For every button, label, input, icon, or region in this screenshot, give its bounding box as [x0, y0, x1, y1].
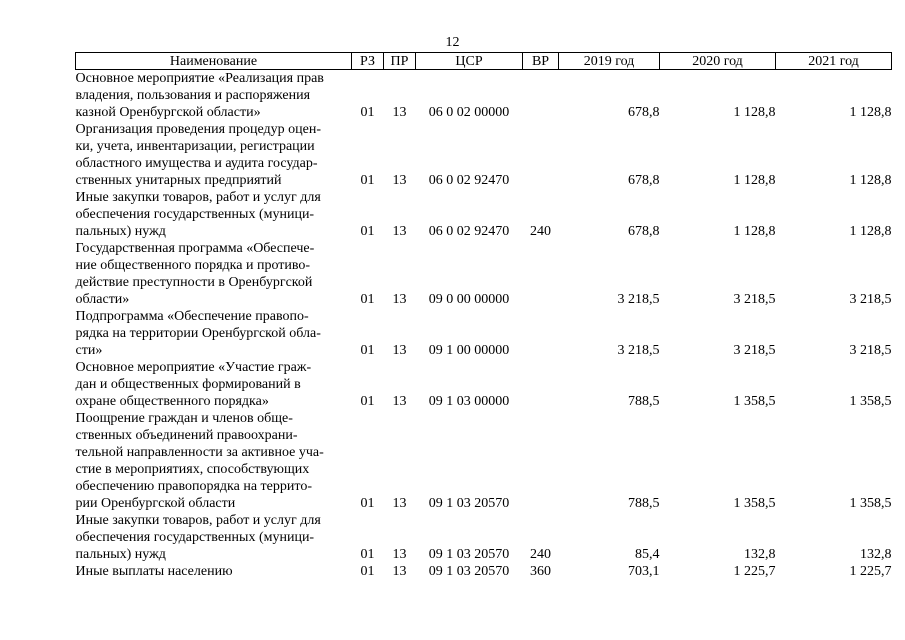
- header-row: [76, 53, 892, 70]
- row-rz: 01: [360, 547, 375, 562]
- header-name: Наименование: [76, 53, 352, 70]
- row-pr: 13: [392, 547, 407, 562]
- row-amount-2020: 3 218,5: [733, 292, 776, 307]
- table-row: [76, 121, 892, 189]
- row-name-line: областного имущества и аудита государ-: [75, 156, 318, 171]
- row-pr: 13: [392, 173, 407, 188]
- row-pr: 13: [392, 343, 407, 358]
- row-name-line: пальных) нужд: [75, 547, 166, 562]
- row-amount-2020: 1 358,5: [733, 394, 776, 409]
- row-name-line: Иные закупки товаров, работ и услуг для: [75, 190, 321, 205]
- row-amount-2019: 85,4: [635, 547, 660, 562]
- row-rz: 01: [360, 105, 375, 120]
- table-row: [76, 70, 892, 122]
- row-amount-2021: 132,8: [860, 547, 892, 562]
- row-name-line: области»: [75, 292, 130, 307]
- row-vr: [523, 359, 559, 410]
- row-name-line: ственных унитарных предприятий: [75, 173, 282, 188]
- row-csr: 09 1 00 00000: [428, 343, 510, 358]
- row-vr: [523, 70, 559, 122]
- table-row: [76, 240, 892, 308]
- row-name-line: Подпрограмма «Обеспечение правопо-: [75, 309, 309, 324]
- row-csr: 09 1 03 20570: [428, 547, 510, 562]
- row-vr: [523, 410, 559, 512]
- row-name-line: Организация проведения процедур оцен-: [75, 122, 322, 137]
- header-csr: ЦСР: [416, 53, 523, 70]
- row-name-line: казной Оренбургской области»: [75, 105, 261, 120]
- row-rz: 01: [360, 394, 375, 409]
- row-name-line: Иные закупки товаров, работ и услуг для: [75, 513, 321, 528]
- row-name: [76, 240, 352, 308]
- row-name-line: Иные выплаты населению: [75, 564, 233, 579]
- row-name-line: дан и общественных формирований в: [75, 377, 301, 392]
- row-amount-2021: 1 358,5: [849, 394, 892, 409]
- row-name-line: ние общественного порядка и противо-: [75, 258, 311, 273]
- row-name-line: охране общественного порядка»: [75, 394, 269, 409]
- row-amount-2021: 1 128,8: [849, 173, 892, 188]
- row-name-line: владения, пользования и распоряжения: [75, 88, 311, 103]
- row-pr: 13: [392, 105, 407, 120]
- table-row: [76, 359, 892, 410]
- row-amount-2021: 1 358,5: [849, 496, 892, 511]
- row-amount-2021: 1 128,8: [849, 224, 892, 239]
- row-amount-2019: 678,8: [628, 105, 660, 120]
- header-2021: 2021 год: [776, 53, 892, 70]
- table-row: [76, 308, 892, 359]
- row-amount-2020: 1 128,8: [733, 173, 776, 188]
- page-number: 12: [445, 35, 460, 50]
- row-name: [76, 308, 352, 359]
- header-2019: 2019 год: [559, 53, 660, 70]
- row-amount-2020: 1 128,8: [733, 105, 776, 120]
- row-name-line: тельной направленности за активное уча-: [75, 445, 324, 460]
- row-rz: 01: [360, 224, 375, 239]
- row-pr: 13: [392, 564, 407, 579]
- row-csr: 09 1 03 20570: [428, 496, 510, 511]
- header-rz: РЗ: [352, 53, 384, 70]
- row-amount-2020: 132,8: [744, 547, 776, 562]
- row-name: [76, 359, 352, 410]
- row-pr: 13: [392, 496, 407, 511]
- row-name-line: действие преступности в Оренбургской: [75, 275, 313, 290]
- row-amount-2021: 1 225,7: [849, 564, 892, 579]
- row-vr: 360: [530, 564, 551, 579]
- row-name: [76, 70, 352, 122]
- row-rz: 01: [360, 564, 375, 579]
- row-amount-2021: 3 218,5: [849, 292, 892, 307]
- row-csr: 09 1 03 00000: [428, 394, 510, 409]
- row-vr: 240: [530, 224, 551, 239]
- row-csr: 09 0 00 00000: [428, 292, 510, 307]
- row-name: [76, 189, 352, 240]
- row-amount-2019: 788,5: [628, 496, 660, 511]
- row-csr: 09 1 03 20570: [428, 564, 510, 579]
- row-name-line: ки, учета, инвентаризации, регистрации: [75, 139, 315, 154]
- row-csr: 06 0 02 00000: [428, 105, 510, 120]
- row-vr: [523, 240, 559, 308]
- row-amount-2021: 3 218,5: [849, 343, 892, 358]
- row-name-line: рии Оренбургской области: [75, 496, 236, 511]
- table-row: [76, 410, 892, 512]
- header-2020: 2020 год: [660, 53, 776, 70]
- table-body: [76, 70, 892, 581]
- row-name-line: Основное мероприятие «Участие граж-: [75, 360, 312, 375]
- row-rz: 01: [360, 496, 375, 511]
- row-pr: 13: [392, 224, 407, 239]
- row-amount-2019: 3 218,5: [617, 343, 660, 358]
- header-vr: ВР: [523, 53, 559, 70]
- row-amount-2019: 678,8: [628, 173, 660, 188]
- row-amount-2019: 678,8: [628, 224, 660, 239]
- table-row: [76, 189, 892, 240]
- table-row: [76, 563, 892, 580]
- row-pr: 13: [392, 292, 407, 307]
- row-rz: 01: [360, 343, 375, 358]
- row-name-line: Поощрение граждан и членов обще-: [75, 411, 293, 426]
- row-vr: [523, 308, 559, 359]
- table-row: [76, 512, 892, 563]
- row-vr: 240: [530, 547, 551, 562]
- row-name-line: ственных объединений правоохрани-: [75, 428, 298, 443]
- row-rz: 01: [360, 292, 375, 307]
- row-amount-2020: 3 218,5: [733, 343, 776, 358]
- row-name-line: обеспечения государственных (муници-: [75, 207, 315, 222]
- budget-table: [75, 52, 892, 580]
- row-name-line: обеспечению правопорядка на террито-: [75, 479, 312, 494]
- row-rz: 01: [360, 173, 375, 188]
- row-name: [76, 512, 352, 563]
- table-header: [76, 53, 892, 70]
- row-name-line: Государственная программа «Обеспече-: [75, 241, 315, 256]
- row-csr: 06 0 02 92470: [428, 173, 510, 188]
- row-amount-2019: 3 218,5: [617, 292, 660, 307]
- row-name-line: пальных) нужд: [75, 224, 166, 239]
- row-amount-2020: 1 225,7: [733, 564, 776, 579]
- row-name-line: Основное мероприятие «Реализация прав: [75, 71, 324, 86]
- row-name-line: сти»: [75, 343, 103, 358]
- row-pr: 13: [392, 394, 407, 409]
- row-csr: 06 0 02 92470: [428, 224, 510, 239]
- row-amount-2019: 788,5: [628, 394, 660, 409]
- row-name: [76, 121, 352, 189]
- row-amount-2020: 1 128,8: [733, 224, 776, 239]
- row-name: [76, 563, 352, 580]
- row-name-line: рядка на территории Оренбургской обла-: [75, 326, 321, 341]
- header-pr: ПР: [384, 53, 416, 70]
- row-name-line: обеспечения государственных (муници-: [75, 530, 315, 545]
- row-vr: [523, 121, 559, 189]
- row-amount-2020: 1 358,5: [733, 496, 776, 511]
- row-name: [76, 410, 352, 512]
- row-amount-2019: 703,1: [628, 564, 660, 579]
- row-name-line: стие в мероприятиях, способствующих: [75, 462, 310, 477]
- row-amount-2021: 1 128,8: [849, 105, 892, 120]
